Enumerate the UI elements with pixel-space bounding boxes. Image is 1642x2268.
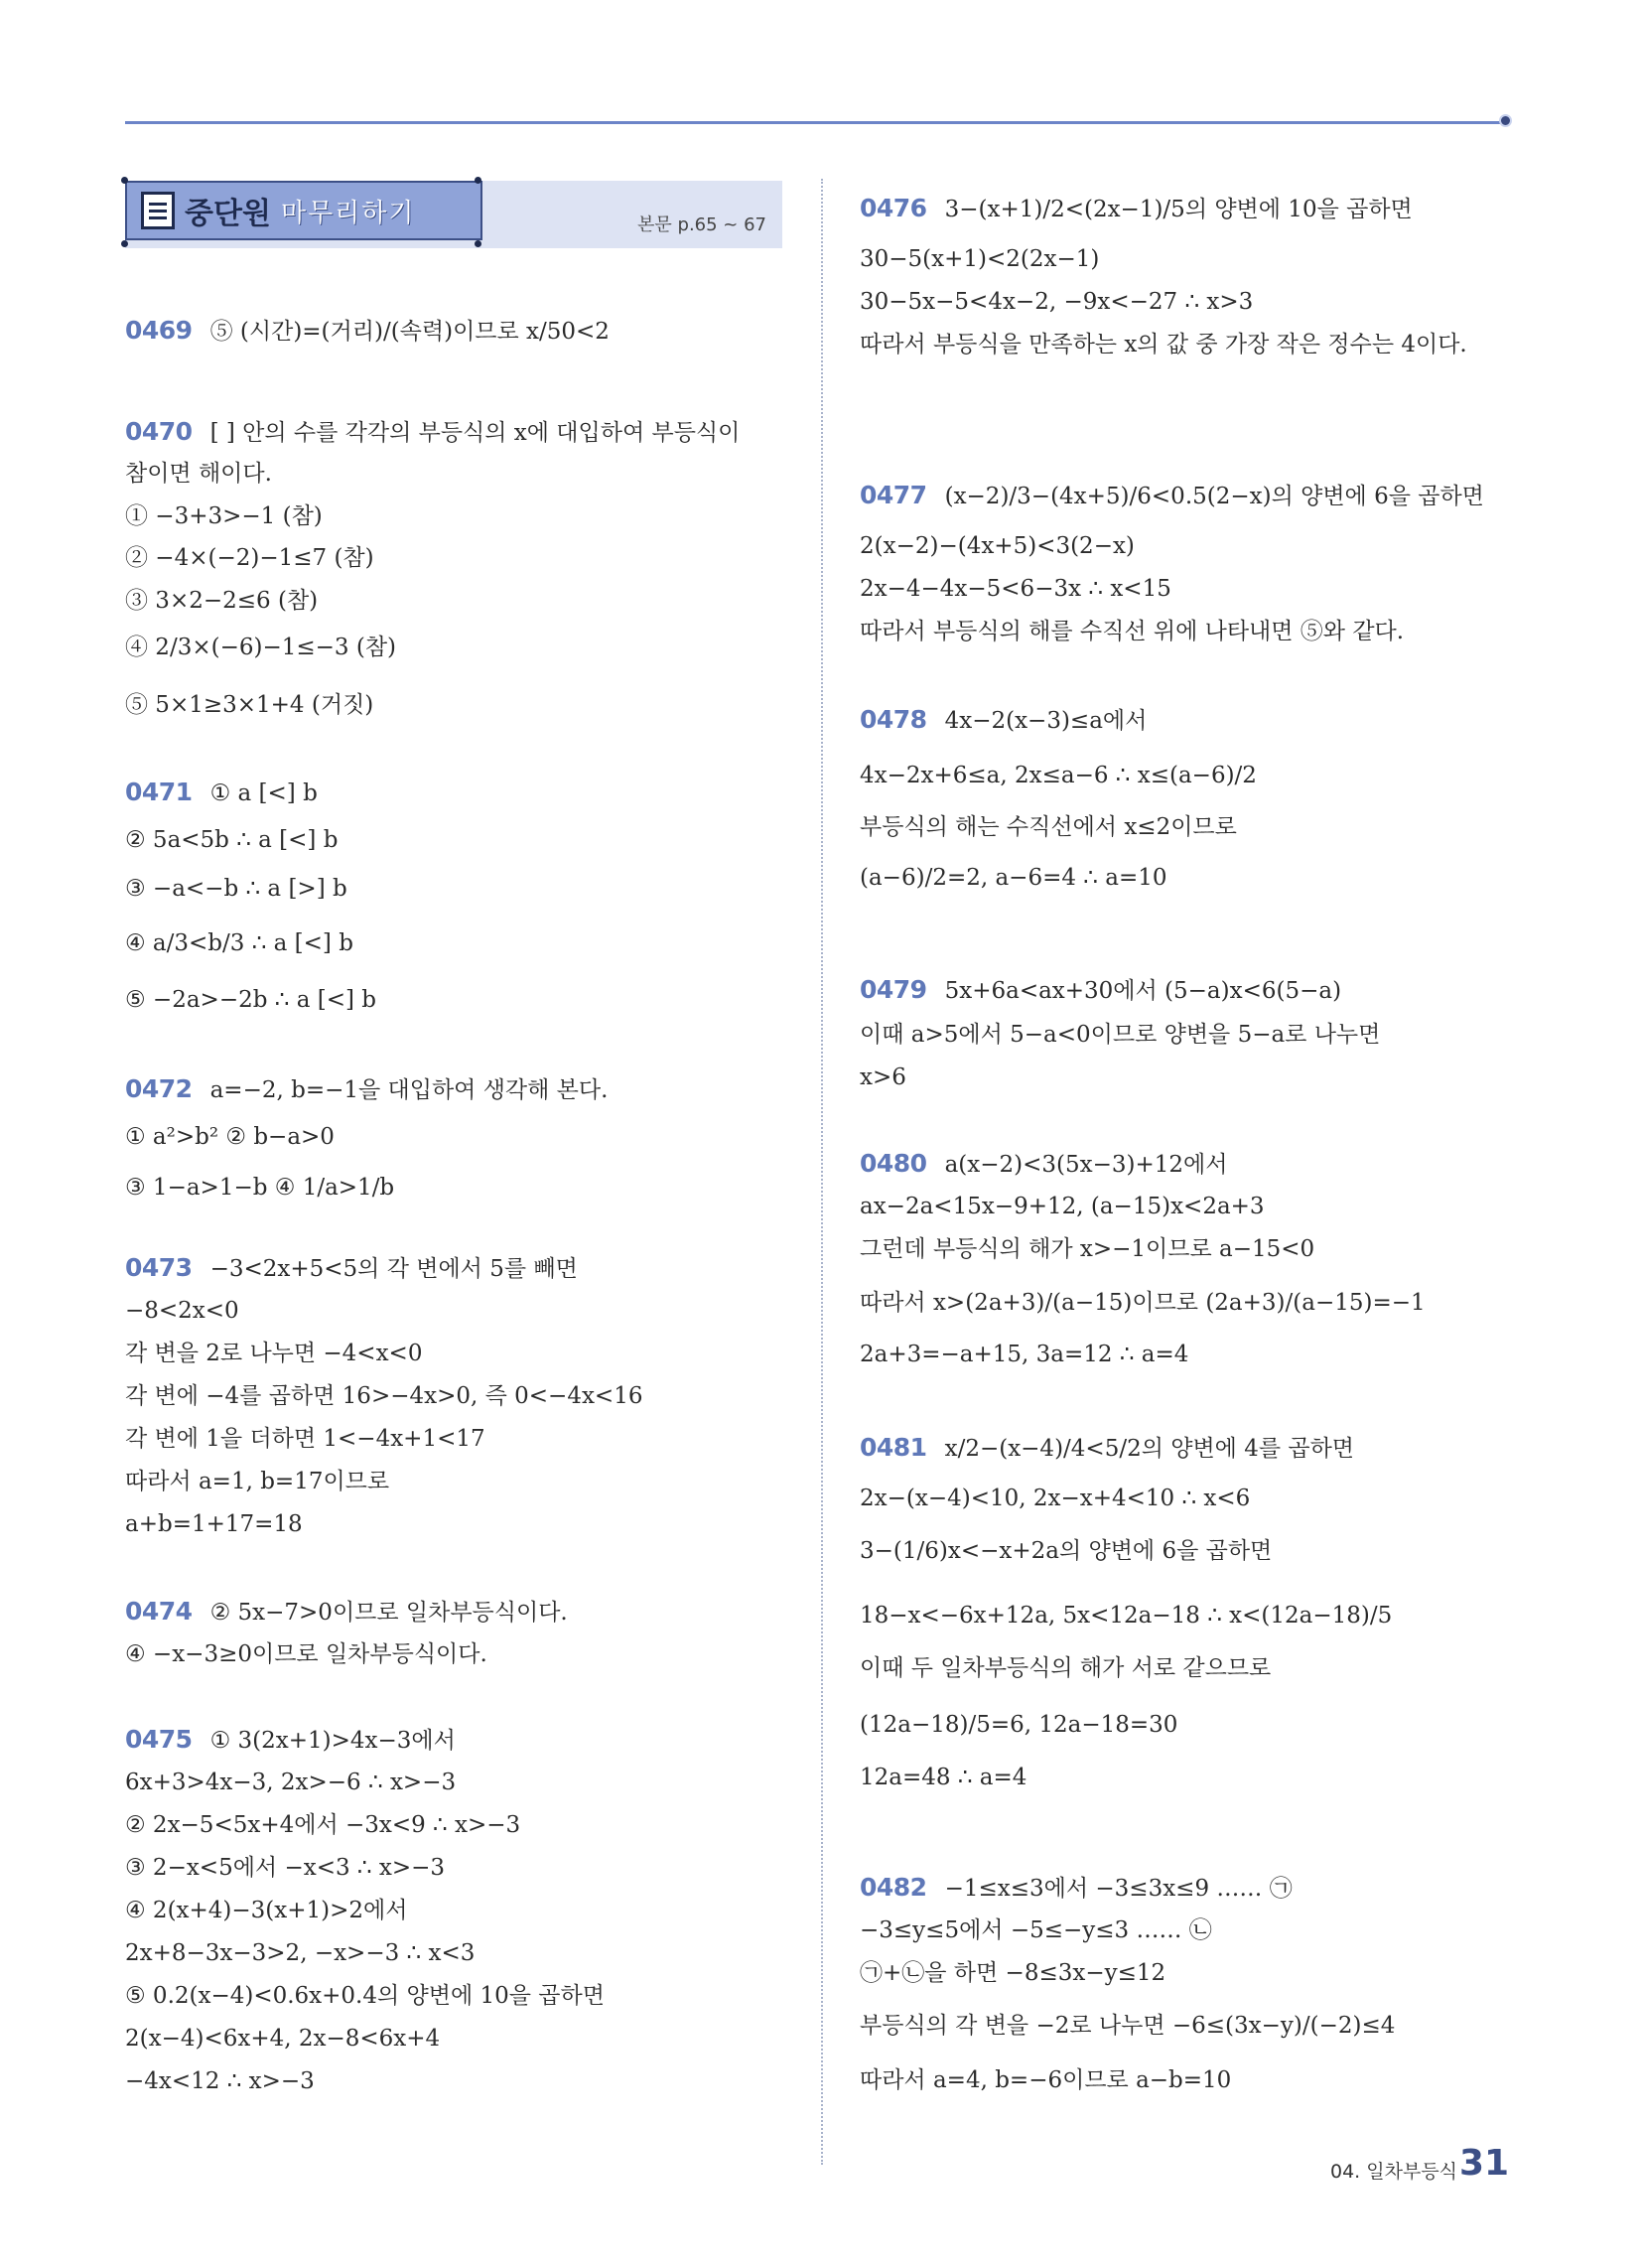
solution-text: x/2−(x−4)/4<5/2의 양변에 4를 곱하면: [944, 1436, 1355, 1462]
banner-title-box: [125, 181, 482, 240]
problem-number: 0476: [860, 194, 927, 222]
solution-line: [860, 1536, 1272, 1566]
page-reference: 본문 p.65 ~ 67: [637, 214, 766, 235]
solution-text: 그런데 부등식의 해가 x>−1이므로 a−15<0: [860, 1236, 1315, 1262]
solution-line: [125, 1725, 456, 1756]
solution-line: [860, 287, 1253, 317]
solution-text: 5x+6a<ax+30에서 (5−a)x<6(5−a): [944, 978, 1342, 1004]
solution-text: ④ a/3<b/3 ∴ a [<] b: [125, 930, 353, 956]
problem-number: 0471: [125, 778, 193, 806]
solution-line: [860, 2065, 1231, 2095]
solution-line: [125, 1467, 389, 1496]
solution-text: 30−5(x+1)<2(2x−1): [860, 246, 1100, 272]
solution-text: −3≤y≤5에서 −5≤−y≤3 …… ㉡: [860, 1917, 1212, 1943]
banner-corner-dot: [121, 177, 128, 184]
solution-text: 따라서 a=4, b=−6이므로 a−b=10: [860, 2067, 1232, 2093]
solution-text: 2(x−4)<6x+4, 2x−8<6x+4: [125, 2026, 441, 2052]
solution-text: (a−6)/2=2, a−6=4 ∴ a=10: [860, 865, 1167, 891]
solution-line: [125, 1381, 642, 1411]
solution-text: 따라서 부등식을 만족하는 x의 값 중 가장 작은 정수는 4이다.: [860, 332, 1467, 357]
solution-text: ② 5a<5b ∴ a [<] b: [125, 827, 339, 853]
solution-line: [860, 1063, 906, 1092]
solution-line: [860, 2011, 1395, 2041]
solution-line: [860, 812, 1237, 842]
solution-line: [860, 531, 1135, 561]
solution-text: 2x−4−4x−5<6−3x ∴ x<15: [860, 576, 1171, 602]
solution-line: [860, 1958, 1165, 1988]
solution-line: [125, 825, 338, 855]
solution-text: 부등식의 해는 수직선에서 x≤2이므로: [860, 814, 1237, 840]
solution-line: [860, 1288, 1426, 1318]
solution-text: 2x+8−3x−3>2, −x>−3 ∴ x<3: [125, 1940, 476, 1966]
solution-line: [125, 586, 318, 616]
solution-line: [860, 1340, 1188, 1369]
solution-text: ⑤ −2a>−2b ∴ a [<] b: [125, 987, 376, 1013]
banner-corner-dot: [121, 240, 128, 247]
solution-text: 따라서 부등식의 해를 수직선 위에 나타내면 ⑤와 같다.: [860, 619, 1405, 644]
solution-line: [860, 481, 1484, 511]
solution-text: 4x−2(x−3)≤a에서: [944, 708, 1148, 734]
solution-line: [125, 778, 318, 808]
solution-line: [860, 1710, 1177, 1740]
problem-number: 0482: [860, 1873, 927, 1902]
solution-text: 3−(x+1)/2<(2x−1)/5의 양변에 10을 곱하면: [944, 197, 1413, 222]
solution-line: [125, 1296, 239, 1326]
solution-text: 30−5x−5<4x−2, −9x<−27 ∴ x>3: [860, 289, 1254, 315]
solution-line: [860, 1192, 1265, 1221]
solution-text: ⑤ 0.2(x−4)<0.6x+0.4의 양변에 10을 곱하면: [125, 1983, 605, 2009]
solution-line: [125, 690, 373, 720]
solution-line: [125, 1424, 485, 1454]
solution-text: ③ 1−a>1−b ④ 1/a>1/b: [125, 1175, 395, 1201]
solution-line: [860, 1601, 1392, 1630]
solution-line: [860, 330, 1467, 359]
solution-text: 각 변에 −4를 곱하면 16>−4x>0, 즉 0<−4x<16: [125, 1383, 643, 1409]
solution-line: [860, 1873, 1293, 1904]
solution-line: [125, 1639, 487, 1669]
banner-subtitle: 마무리하기: [280, 198, 416, 228]
solution-text: a+b=1+17=18: [125, 1511, 303, 1537]
solution-text: −1≤x≤3에서 −3≤3x≤9 …… ㉠: [944, 1876, 1293, 1902]
solution-text: ④ −x−3≥0이므로 일차부등식이다.: [125, 1641, 487, 1667]
solution-line: [860, 617, 1404, 646]
solution-line: [860, 975, 1341, 1006]
solution-text: ㉠+㉡을 하면 −8≤3x−y≤12: [860, 1960, 1166, 1986]
solution-line: [125, 1122, 335, 1152]
solution-text: ④ 2(x+4)−3(x+1)>2에서: [125, 1898, 408, 1923]
solution-text: 2x−(x−4)<10, 2x−x+4<10 ∴ x<6: [860, 1486, 1251, 1511]
problem-number: 0474: [125, 1597, 193, 1626]
solution-text: ① 3(2x+1)>4x−3에서: [209, 1728, 456, 1754]
problem-number: 0481: [860, 1433, 927, 1462]
solution-line: [125, 874, 347, 904]
solution-text: 2a+3=−a+15, 3a=12 ∴ a=4: [860, 1342, 1189, 1367]
solution-text: ① a²>b² ② b−a>0: [125, 1124, 335, 1150]
solution-text: 따라서 x>(2a+3)/(a−15)이므로 (2a+3)/(a−15)=−1: [860, 1290, 1426, 1316]
solution-line: [125, 1938, 475, 1968]
solution-text: x>6: [860, 1064, 906, 1090]
top-rule: [125, 121, 1507, 124]
solution-line: [125, 1253, 578, 1284]
solution-line: [860, 1915, 1212, 1945]
solution-text: a(x−2)<3(5x−3)+12에서: [944, 1152, 1228, 1178]
solution-line: [125, 1853, 445, 1883]
solution-text: ⑤ (시간)=(거리)/(속력)이므로 x/50<2: [209, 319, 610, 345]
solution-text: ① −3+3>−1 (참): [125, 503, 323, 529]
solution-line: [125, 2066, 315, 2096]
solution-text: −8<2x<0: [125, 1298, 239, 1324]
solution-line: [860, 1484, 1250, 1513]
solution-text: −4x<12 ∴ x>−3: [125, 2068, 315, 2094]
solution-line: [860, 1234, 1314, 1264]
footer-chapter: 04. 일차부등식: [1330, 2161, 1458, 2183]
top-rule-dot: [1499, 114, 1512, 127]
solution-text: 따라서 a=1, b=17이므로: [125, 1469, 390, 1494]
problem-number: 0479: [860, 975, 927, 1004]
banner-title: 중단원: [185, 197, 271, 231]
solution-text: 참이면 해이다.: [125, 461, 272, 487]
solution-line: [125, 1768, 456, 1797]
solution-line: [125, 1509, 303, 1539]
problem-number: 0473: [125, 1253, 193, 1282]
solution-line: [125, 633, 396, 662]
solution-line: [860, 863, 1167, 893]
solution-line: [125, 985, 376, 1015]
solution-text: 각 변을 2로 나누면 −4<x<0: [125, 1341, 423, 1366]
solution-line: [125, 1981, 605, 2011]
solution-text: ④ 2/3×(−6)−1≤−3 (참): [125, 635, 397, 660]
solution-text: 3−(1/6)x<−x+2a의 양변에 6을 곱하면: [860, 1538, 1273, 1564]
solution-line: [125, 1896, 407, 1925]
solution-line: [125, 543, 374, 573]
solution-line: [125, 316, 610, 347]
solution-line: [125, 1074, 608, 1105]
solution-text: ⑤ 5×1≥3×1+4 (거짓): [125, 692, 374, 718]
solution-line: [125, 459, 272, 489]
solution-line: [860, 244, 1099, 274]
problem-number: 0475: [125, 1725, 193, 1754]
solution-text: ③ −a<−b ∴ a [>] b: [125, 876, 347, 902]
solution-line: [125, 2024, 440, 2054]
solution-text: 부등식의 각 변을 −2로 나누면 −6≤(3x−y)/(−2)≤4: [860, 2013, 1396, 2039]
problem-number: 0480: [860, 1149, 927, 1178]
solution-text: 이때 a>5에서 5−a<0이므로 양변을 5−a로 나누면: [860, 1022, 1381, 1048]
solution-text: ② −4×(−2)−1≤7 (참): [125, 545, 374, 571]
solution-text: [ ] 안의 수를 각각의 부등식의 x에 대입하여 부등식이: [209, 420, 741, 446]
page-number: 31: [1459, 2143, 1510, 2184]
solution-line: [860, 1020, 1380, 1050]
solution-line: [860, 574, 1171, 604]
section-banner: [125, 181, 782, 248]
solution-line: [860, 1433, 1354, 1464]
solution-line: [125, 1173, 394, 1203]
solution-line: [860, 1763, 1026, 1792]
solution-text: ① a [<] b: [209, 780, 318, 806]
solution-line: [125, 417, 740, 448]
solution-line: [125, 1810, 520, 1840]
solution-line: [860, 1653, 1271, 1683]
solution-text: a=−2, b=−1을 대입하여 생각해 본다.: [209, 1077, 609, 1103]
banner-corner-dot: [475, 240, 481, 247]
solution-text: 각 변에 1을 더하면 1<−4x+1<17: [125, 1426, 485, 1452]
solution-text: 4x−2x+6≤a, 2x≤a−6 ∴ x≤(a−6)/2: [860, 763, 1257, 788]
solution-line: [125, 1597, 568, 1628]
solution-line: [125, 501, 323, 531]
solution-line: [860, 1149, 1227, 1180]
book-icon: [141, 192, 175, 229]
solution-line: [125, 928, 353, 958]
solution-line: [860, 194, 1413, 224]
solution-text: 12a=48 ∴ a=4: [860, 1765, 1027, 1790]
solution-text: 이때 두 일차부등식의 해가 서로 같으므로: [860, 1655, 1272, 1681]
problem-number: 0477: [860, 481, 927, 509]
solution-text: 6x+3>4x−3, 2x>−6 ∴ x>−3: [125, 1770, 457, 1795]
solution-text: ② 5x−7>0이므로 일차부등식이다.: [209, 1600, 568, 1626]
solution-text: ax−2a<15x−9+12, (a−15)x<2a+3: [860, 1194, 1265, 1219]
problem-number: 0472: [125, 1074, 193, 1103]
problem-number: 0478: [860, 705, 927, 734]
solution-text: 2(x−2)−(4x+5)<3(2−x): [860, 533, 1135, 559]
solution-text: (12a−18)/5=6, 12a−18=30: [860, 1712, 1178, 1738]
banner-corner-dot: [475, 177, 481, 184]
solution-line: [860, 705, 1147, 736]
solution-text: (x−2)/3−(4x+5)/6<0.5(2−x)의 양변에 6을 곱하면: [944, 484, 1484, 509]
solution-line: [125, 1339, 422, 1368]
solution-text: −3<2x+5<5의 각 변에서 5를 빼면: [209, 1256, 578, 1282]
column-divider: [821, 179, 823, 2165]
solution-text: ② 2x−5<5x+4에서 −3x<9 ∴ x>−3: [125, 1812, 521, 1838]
problem-number: 0470: [125, 417, 193, 446]
problem-number: 0469: [125, 316, 193, 345]
solution-line: [860, 761, 1257, 790]
solution-text: ③ 3×2−2≤6 (참): [125, 588, 319, 614]
solution-text: 18−x<−6x+12a, 5x<12a−18 ∴ x<(12a−18)/5: [860, 1603, 1393, 1629]
solution-text: ③ 2−x<5에서 −x<3 ∴ x>−3: [125, 1855, 446, 1881]
